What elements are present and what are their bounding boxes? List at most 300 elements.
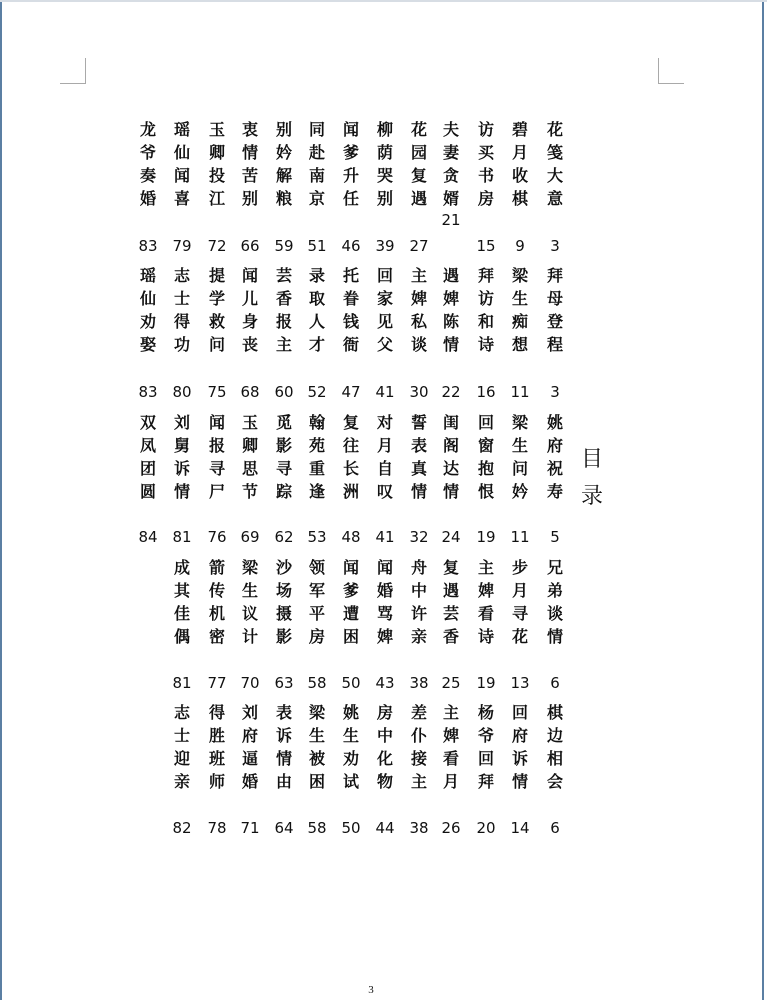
toc-entry[interactable] [169,556,195,648]
toc-entry-char: 情 [511,772,528,791]
toc-entry[interactable] [406,264,432,356]
toc-entry-char: 志 [173,266,190,285]
toc-entry[interactable] [542,411,568,503]
toc-entry-char: 诉 [511,749,528,768]
toc-entry-page-number: 24 [441,528,461,546]
toc-entry-page-number: 43 [375,674,395,692]
toc-entry-char: 团 [139,459,156,478]
toc-entry-char: 回 [376,266,393,285]
toc-entry-char: 情 [173,482,190,501]
toc-entry[interactable] [473,411,499,503]
toc-entry-char: 逢 [308,482,325,501]
toc-entry-char: 遇 [442,266,459,285]
toc-entry-char: 婢 [410,289,427,308]
toc-entry-char: 场 [275,581,292,600]
toc-entry[interactable] [204,701,230,793]
toc-entry-char: 闻 [241,266,258,285]
toc-entry[interactable] [372,118,398,210]
toc-entry-char: 生 [511,436,528,455]
toc-entry-char: 杨 [477,703,494,722]
toc-entry[interactable] [204,264,230,356]
toc-entry-char: 边 [546,726,563,745]
toc-entry-char: 升 [342,166,359,185]
toc-entry-char: 报 [275,312,292,331]
toc-entry-page-number: 9 [515,237,525,255]
toc-entry-char: 踪 [275,482,292,501]
toc-entry-char: 仆 [410,726,427,745]
toc-entry-char: 龙 [139,120,156,139]
toc-entry-char: 同 [308,120,325,139]
toc-entry-char: 婚 [139,189,156,208]
toc-entry[interactable] [507,411,533,503]
toc-entry-char: 陈 [442,312,459,331]
toc-entry-title [304,264,330,356]
toc-entry-page-number: 22 [441,383,461,401]
toc-entry-char: 密 [208,627,225,646]
toc-entry-char: 碧 [511,120,528,139]
toc-entry-char: 回 [511,703,528,722]
toc-entry[interactable] [438,411,464,503]
toc-entry[interactable] [338,411,364,503]
toc-entry-char: 尸 [208,482,225,501]
toc-entry[interactable] [237,264,263,356]
toc-entry-char: 遇 [442,581,459,600]
toc-entry[interactable] [372,556,398,648]
toc-entry[interactable] [204,556,230,648]
toc-entry-char: 平 [308,604,325,623]
toc-entry[interactable] [204,411,230,503]
toc-entry-char: 达 [442,459,459,478]
toc-entry-char: 军 [308,581,325,600]
toc-entry-page-number: 11 [510,528,530,546]
toc-entry-char: 偶 [173,627,190,646]
toc-entry-char: 中 [410,581,427,600]
toc-entry-char: 意 [546,189,563,208]
toc-entry[interactable] [473,556,499,648]
toc-entry[interactable] [507,701,533,793]
toc-entry-page-number: 81 [172,528,192,546]
toc-entry[interactable] [473,701,499,793]
toc-entry-char: 表 [275,703,292,722]
toc-entry-title [542,411,568,503]
toc-entry-char: 拜 [546,266,563,285]
toc-entry-title [473,411,499,503]
toc-entry-char: 拜 [477,772,494,791]
toc-entry-char: 姚 [342,703,359,722]
toc-entry-char: 江 [208,189,225,208]
toc-entry-char: 胜 [208,726,225,745]
toc-entry-title [542,118,568,210]
toc-entry-char: 妻 [442,143,459,162]
toc-entry[interactable] [542,556,568,648]
toc-entry[interactable] [304,118,330,210]
toc-entry-char: 闻 [342,558,359,577]
toc-entry-title [473,556,499,648]
toc-entry[interactable] [338,118,364,210]
toc-entry-title [438,701,464,793]
toc-entry-page-number: 3 [550,237,560,255]
toc-entry-char: 月 [442,772,459,791]
toc-entry-char: 瑶 [139,266,156,285]
toc-entry[interactable] [372,264,398,356]
toc-entry-title [372,701,398,793]
toc-entry[interactable] [406,556,432,648]
toc-entry-char: 玉 [241,413,258,432]
toc-entry-char: 瑶 [173,120,190,139]
toc-entry-char: 诉 [173,459,190,478]
toc-entry[interactable] [169,264,195,356]
toc-entry-char: 困 [308,772,325,791]
toc-entry-page-number: 6 [550,674,560,692]
toc-entry-char: 钱 [342,312,359,331]
toc-entry[interactable] [271,701,297,793]
toc-entry-title [271,556,297,648]
toc-entry-char: 领 [308,558,325,577]
toc-entry-char: 遭 [342,604,359,623]
toc-entry-char: 闻 [376,558,393,577]
toc-entry-char: 摄 [275,604,292,623]
toc-entry-char: 夫 [442,120,459,139]
toc-entry-char: 班 [208,749,225,768]
toc-entry-char: 婿 [442,189,459,208]
toc-entry-title [372,264,398,356]
toc-entry-char: 婚 [241,772,258,791]
toc-entry-char: 苑 [308,436,325,455]
toc-entry-char: 劝 [139,312,156,331]
toc-entry[interactable] [406,701,432,793]
toc-entry-title [237,264,263,356]
toc-entry-char: 思 [241,459,258,478]
toc-entry[interactable] [542,264,568,356]
toc-entry-page-number: 44 [375,819,395,837]
toc-entry-char: 棋 [546,703,563,722]
toc-entry-char: 复 [410,166,427,185]
toc-entry[interactable] [237,701,263,793]
toc-entry[interactable] [135,118,161,210]
toc-entry-char: 洲 [342,482,359,501]
toc-entry-char: 由 [275,772,292,791]
toc-entry[interactable] [169,701,195,793]
toc-entry[interactable] [507,118,533,210]
toc-entry-title [271,411,297,503]
toc-entry-char: 情 [410,482,427,501]
toc-entry-title [169,264,195,356]
toc-entry[interactable] [304,556,330,648]
toc-entry-char: 花 [546,120,563,139]
page-number: 3 [368,984,374,996]
toc-entry-title [473,264,499,356]
toc-entry-char: 爹 [342,581,359,600]
toc-entry-char: 生 [342,726,359,745]
toc-entry-char: 翰 [308,413,325,432]
toc-entry-char: 父 [376,335,393,354]
toc-entry-page-number: 78 [207,819,227,837]
toc-entry[interactable] [204,118,230,210]
toc-entry-char: 赴 [308,143,325,162]
toc-entry-char: 志 [173,703,190,722]
toc-entry-char: 师 [208,772,225,791]
crop-mark-top-right-v [658,58,659,84]
toc-entry-char: 抱 [477,459,494,478]
toc-entry[interactable] [271,118,297,210]
toc-entry-char: 玉 [208,120,225,139]
toc-entry-title [135,118,161,210]
toc-entry-title [271,118,297,210]
toc-entry-title [338,118,364,210]
toc-entry-char: 柳 [376,120,393,139]
toc-entry-char: 解 [275,166,292,185]
toc-entry-page-number: 75 [207,383,227,401]
toc-entry[interactable] [338,701,364,793]
toc-entry-char: 逼 [241,749,258,768]
toc-entry[interactable] [542,701,568,793]
toc-entry-char: 成 [173,558,190,577]
toc-entry[interactable] [406,411,432,503]
toc-entry-title [338,411,364,503]
toc-entry-char: 复 [442,558,459,577]
toc-entry-page-number: 50 [341,674,361,692]
toc-entry-char: 议 [241,604,258,623]
toc-entry-char: 见 [376,312,393,331]
toc-entry-page-number: 84 [138,528,158,546]
toc-entry-title [542,556,568,648]
toc-entry[interactable] [271,556,297,648]
toc-entry[interactable] [169,118,195,210]
toc-entry-char: 祝 [546,459,563,478]
toc-entry-char: 登 [546,312,563,331]
toc-entry-char: 家 [376,289,393,308]
toc-entry-char: 生 [511,289,528,308]
toc-heading-char: 录 [580,484,603,509]
toc-entry-char: 母 [546,289,563,308]
toc-entry-page-number: 20 [476,819,496,837]
toc-entry-char: 闺 [442,413,459,432]
toc-entry[interactable] [304,264,330,356]
toc-entry-title [507,701,533,793]
toc-entry-char: 府 [546,436,563,455]
toc-entry-title [237,411,263,503]
toc-entry[interactable] [237,556,263,648]
toc-entry-char: 爹 [342,143,359,162]
toc-entry-title [406,701,432,793]
toc-entry-char: 迎 [173,749,190,768]
toc-entry-char: 花 [511,627,528,646]
toc-entry-char: 寻 [511,604,528,623]
toc-entry-char: 投 [208,166,225,185]
toc-entry-char: 试 [342,772,359,791]
toc-entry-char: 兄 [546,558,563,577]
toc-entry-char: 中 [376,726,393,745]
toc-entry-char: 情 [442,335,459,354]
toc-entry-char: 诗 [477,627,494,646]
toc-entry[interactable] [438,264,464,356]
toc-entry-title [438,556,464,648]
toc-entry-page-number: 64 [274,819,294,837]
toc-entry-char: 圆 [139,482,156,501]
toc-entry-char: 生 [308,726,325,745]
toc-entry-char: 其 [173,581,190,600]
toc-entry-char: 录 [308,266,325,285]
toc-entry-page-number: 53 [307,528,327,546]
toc-entry-char: 贪 [442,166,459,185]
toc-entry-page-number: 79 [172,237,192,255]
toc-entry-char: 接 [410,749,427,768]
toc-entry-title [438,264,464,356]
toc-entry-char: 月 [376,436,393,455]
toc-entry-char: 自 [376,459,393,478]
toc-entry-page-number: 38 [409,819,429,837]
toc-entry[interactable] [237,411,263,503]
toc-entry-char: 情 [241,143,258,162]
toc-entry-char: 谈 [546,604,563,623]
toc-entry-title [237,118,263,210]
toc-entry-page-number: 58 [307,819,327,837]
toc-entry-page-number: 48 [341,528,361,546]
toc-entry-page-number: 21 [441,211,461,229]
toc-entry-page-number: 83 [138,383,158,401]
toc-entry-char: 刘 [241,703,258,722]
toc-entry-char: 被 [308,749,325,768]
toc-entry-char: 房 [376,703,393,722]
toc-entry-char: 看 [477,604,494,623]
toc-entry[interactable] [237,118,263,210]
toc-entry-char: 凤 [139,436,156,455]
toc-entry[interactable] [542,118,568,210]
toc-entry-char: 闻 [342,120,359,139]
toc-entry-page-number: 59 [274,237,294,255]
toc-entry-page-number: 52 [307,383,327,401]
toc-entry-page-number: 25 [441,674,461,692]
toc-entry-char: 妗 [511,482,528,501]
toc-entry-title [204,556,230,648]
toc-entry-char: 影 [275,436,292,455]
toc-entry[interactable] [473,264,499,356]
toc-entry[interactable] [406,118,432,210]
toc-entry-title [473,118,499,210]
toc-entry-title [406,556,432,648]
toc-entry-title [169,556,195,648]
toc-entry-char: 芸 [275,266,292,285]
toc-entry-char: 梁 [241,558,258,577]
toc-entry-title [237,556,263,648]
toc-entry[interactable] [135,411,161,503]
toc-entry-char: 恨 [477,482,494,501]
toc-entry-char: 诉 [275,726,292,745]
toc-entry-char: 往 [342,436,359,455]
toc-entry[interactable] [507,264,533,356]
toc-entry-title [237,701,263,793]
toc-entry[interactable] [271,264,297,356]
toc-entry-char: 问 [208,335,225,354]
toc-entry[interactable] [338,556,364,648]
toc-entry-char: 窗 [477,436,494,455]
toc-entry[interactable] [338,264,364,356]
toc-entry-page-number: 38 [409,674,429,692]
toc-entry-char: 箭 [208,558,225,577]
toc-entry-char: 婢 [442,289,459,308]
toc-entry-title [338,556,364,648]
toc-entry-char: 刘 [173,413,190,432]
toc-entry[interactable] [372,411,398,503]
toc-entry-page-number: 26 [441,819,461,837]
toc-entry-page-number: 77 [207,674,227,692]
toc-entry-char: 寻 [208,459,225,478]
toc-entry-page-number: 16 [476,383,496,401]
toc-entry-char: 寻 [275,459,292,478]
toc-entry-page-number: 80 [172,383,192,401]
toc-entry[interactable] [372,701,398,793]
toc-entry-char: 别 [376,189,393,208]
toc-entry[interactable] [473,118,499,210]
toc-entry-char: 笺 [546,143,563,162]
toc-entry-char: 遇 [410,189,427,208]
toc-entry-char: 机 [208,604,225,623]
toc-entry-char: 园 [410,143,427,162]
toc-entry-char: 买 [477,143,494,162]
toc-entry[interactable] [438,118,464,210]
toc-entry-page-number: 6 [550,819,560,837]
toc-entry-char: 差 [410,703,427,722]
toc-entry-char: 士 [173,289,190,308]
toc-entry-char: 妗 [275,143,292,162]
toc-entry-char: 奏 [139,166,156,185]
toc-entry-page-number: 70 [240,674,260,692]
toc-entry-char: 真 [410,459,427,478]
toc-entry-title [271,264,297,356]
toc-entry-page-number: 82 [172,819,192,837]
toc-entry-char: 私 [410,312,427,331]
toc-entry-char: 舅 [173,436,190,455]
toc-entry-title [135,264,161,356]
toc-entry-title [406,264,432,356]
window-top-border [0,0,767,2]
toc-entry[interactable] [135,264,161,356]
toc-entry-char: 相 [546,749,563,768]
toc-entry-title [169,701,195,793]
toc-entry-title [338,701,364,793]
toc-entry-char: 别 [241,189,258,208]
toc-entry-char: 收 [511,166,528,185]
toc-entry[interactable] [507,556,533,648]
toc-entry-char: 哭 [376,166,393,185]
toc-entry-char: 影 [275,627,292,646]
toc-entry[interactable] [438,556,464,648]
toc-entry-char: 阁 [442,436,459,455]
toc-entry-char: 卿 [208,143,225,162]
toc-entry[interactable] [304,701,330,793]
toc-entry[interactable] [304,411,330,503]
toc-entry-char: 访 [477,289,494,308]
toc-entry-char: 想 [511,335,528,354]
toc-entry-title [372,411,398,503]
toc-entry-title [204,264,230,356]
toc-entry-char: 计 [241,627,258,646]
toc-entry-title [372,556,398,648]
toc-entry-char: 府 [511,726,528,745]
toc-entry[interactable] [169,411,195,503]
toc-entry-char: 访 [477,120,494,139]
toc-entry-char: 弟 [546,581,563,600]
toc-entry[interactable] [271,411,297,503]
toc-entry-char: 看 [442,749,459,768]
toc-entry-char: 亲 [173,772,190,791]
toc-entry[interactable] [438,701,464,793]
toc-entry-char: 娶 [139,335,156,354]
toc-entry-title [473,701,499,793]
toc-entry-page-number: 13 [510,674,530,692]
toc-entry-char: 任 [342,189,359,208]
toc-entry-char: 士 [173,726,190,745]
